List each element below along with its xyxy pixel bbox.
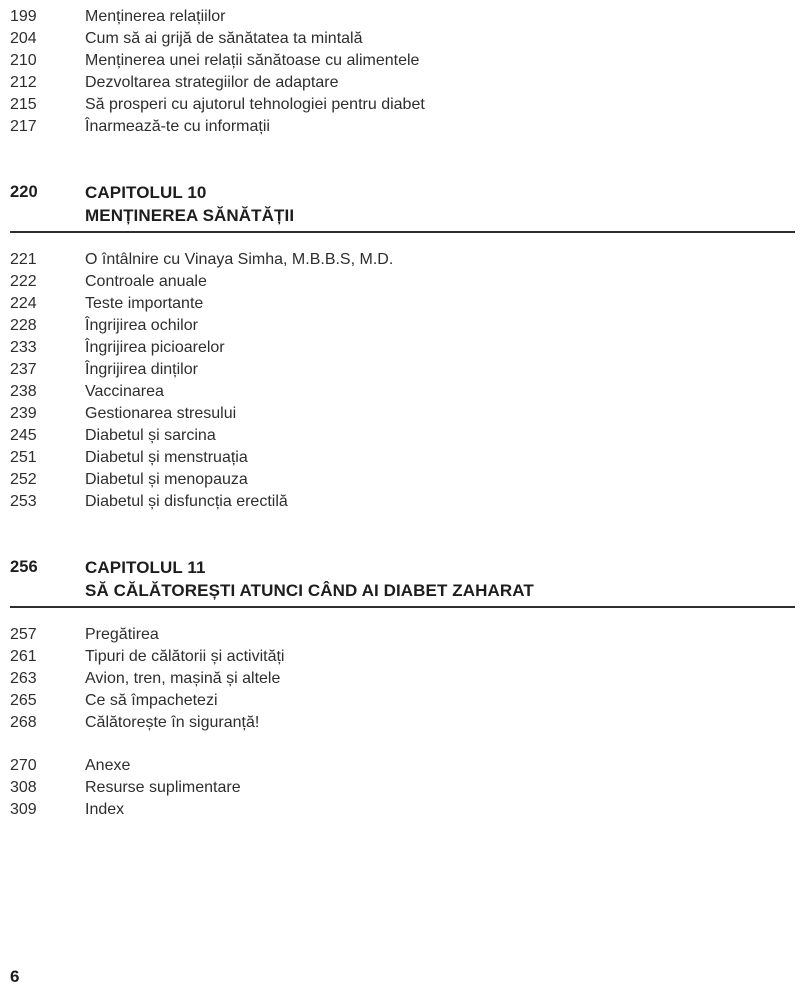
chapter-divider-rule [10, 231, 795, 233]
entry-title: Menținerea unei relații sănătoase cu alimentele [85, 52, 420, 69]
toc-entry [10, 249, 795, 271]
entry-title: Vaccinarea [85, 383, 164, 400]
entry-page-number: 222 [10, 273, 37, 290]
toc-entry [10, 271, 795, 293]
entry-page-number: 268 [10, 714, 37, 731]
chapter-title: SĂ CĂLĂTOREȘTI ATUNCI CÂND AI DIABET ZAHARAT [85, 581, 534, 600]
page-footer [10, 967, 19, 987]
toc-entry [10, 116, 795, 138]
entry-title: Călătorește în siguranță! [85, 714, 260, 731]
entry-title: O întâlnire cu Vinaya Simha, M.B.B.S, M.D. [85, 251, 394, 268]
entry-page-number: 270 [10, 757, 37, 774]
entry-title: Îngrijirea dinților [85, 361, 198, 378]
toc-entry [10, 799, 795, 821]
entry-title: Anexe [85, 757, 131, 774]
toc-entry [10, 425, 795, 447]
toc-entry [10, 359, 795, 381]
toc-entry [10, 315, 795, 337]
entry-title: Îngrijirea ochilor [85, 317, 198, 334]
toc-entry [10, 755, 795, 777]
chapter-heading [10, 556, 795, 602]
toc-entry [10, 777, 795, 799]
entry-page-number: 251 [10, 449, 37, 466]
entry-page-number: 217 [10, 118, 37, 135]
entry-title: Resurse suplimentare [85, 779, 241, 796]
chapter-page-number: 256 [10, 558, 38, 576]
toc-entry [10, 94, 795, 116]
entry-title: Pregătirea [85, 626, 159, 643]
entry-page-number: 308 [10, 779, 37, 796]
toc-entry [10, 6, 795, 28]
entry-page-number: 237 [10, 361, 37, 378]
toc-section [10, 6, 795, 138]
entry-title: Cum să ai grijă de sănătatea ta mintală [85, 30, 363, 47]
chapter-heading [10, 181, 795, 227]
entry-page-number: 210 [10, 52, 37, 69]
entry-page-number: 252 [10, 471, 37, 488]
entry-page-number: 253 [10, 493, 37, 510]
toc-entry [10, 690, 795, 712]
chapter-section [10, 556, 795, 734]
entry-title: Diabetul și menstruația [85, 449, 248, 466]
entry-title: Diabetul și menopauza [85, 471, 248, 488]
entry-title: Să prosperi cu ajutorul tehnologiei pentru diabet [85, 96, 425, 113]
entry-page-number: 245 [10, 427, 37, 444]
entry-title: Îngrijirea picioarelor [85, 339, 225, 356]
entry-page-number: 265 [10, 692, 37, 709]
entry-page-number: 228 [10, 317, 37, 334]
chapter-label: CAPITOLUL 11 [85, 558, 206, 577]
entry-title: Controale anuale [85, 273, 207, 290]
page-number: 6 [10, 967, 20, 986]
toc-entry [10, 72, 795, 94]
toc-entry [10, 381, 795, 403]
toc-entry [10, 403, 795, 425]
entry-page-number: 238 [10, 383, 37, 400]
entry-title: Ce să împachetezi [85, 692, 218, 709]
chapter-label: CAPITOLUL 10 [85, 183, 207, 202]
toc-entry [10, 469, 795, 491]
entry-page-number: 263 [10, 670, 37, 687]
chapter-title-block [85, 181, 795, 227]
entry-title: Înarmează-te cu informații [85, 118, 270, 135]
entry-title: Tipuri de călătorii și activități [85, 648, 285, 665]
chapter-divider-rule [10, 606, 795, 608]
entry-page-number: 224 [10, 295, 37, 312]
entry-page-number: 233 [10, 339, 37, 356]
chapter-title-block [85, 556, 795, 602]
chapter-section [10, 181, 795, 513]
toc-entry [10, 668, 795, 690]
chapter-title: MENȚINEREA SĂNĂTĂȚII [85, 206, 295, 225]
toc-entry [10, 624, 795, 646]
entry-title: Avion, tren, mașină și altele [85, 670, 281, 687]
toc-entry [10, 50, 795, 72]
entry-page-number: 212 [10, 74, 37, 91]
toc-entry [10, 337, 795, 359]
entry-page-number: 204 [10, 30, 37, 47]
entry-title: Teste importante [85, 295, 204, 312]
toc-section [10, 755, 795, 821]
toc-entry [10, 447, 795, 469]
entry-page-number: 257 [10, 626, 37, 643]
entry-title: Index [85, 801, 125, 818]
entry-page-number: 221 [10, 251, 37, 268]
entry-page-number: 309 [10, 801, 37, 818]
entry-page-number: 261 [10, 648, 37, 665]
entry-title: Dezvoltarea strategiilor de adaptare [85, 74, 339, 91]
entry-title: Diabetul și disfuncția erectilă [85, 493, 288, 510]
toc-entry [10, 712, 795, 734]
toc-entry [10, 491, 795, 513]
entry-page-number: 215 [10, 96, 37, 113]
toc-entry [10, 646, 795, 668]
entry-page-number: 239 [10, 405, 37, 422]
entry-page-number: 199 [10, 8, 37, 25]
toc-entry [10, 293, 795, 315]
chapter-page-number: 220 [10, 183, 38, 201]
entry-title: Diabetul și sarcina [85, 427, 216, 444]
toc-entry [10, 28, 795, 50]
entry-title: Gestionarea stresului [85, 405, 237, 422]
entry-title: Menținerea relațiilor [85, 8, 226, 25]
